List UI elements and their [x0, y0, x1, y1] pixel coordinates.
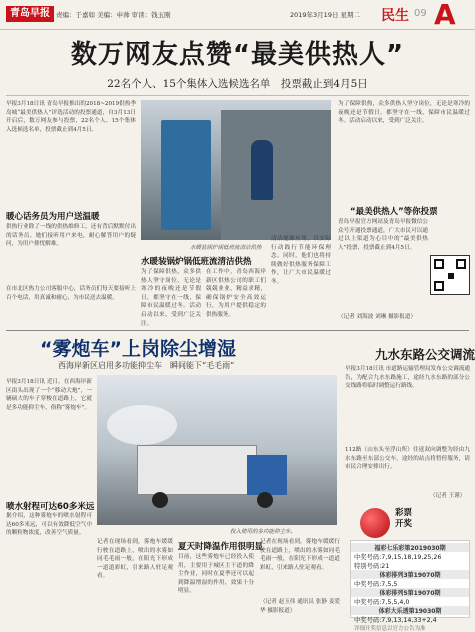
lottery-game-name: 体彩排列3第19070期 [351, 570, 469, 579]
lottery-numbers: 中奖号码:7,9,15,18,19,25,26 [354, 554, 442, 561]
lottery-numbers: 中奖号码:7,5,5,4,0 [354, 599, 410, 606]
lottery-results-panel [350, 540, 470, 632]
story1-subhead-1: 暖心话务员为用户送温暖 [6, 212, 100, 222]
page-number: 09 [414, 8, 427, 19]
story3-credit: （记者 王谨） [430, 493, 466, 499]
vote-subhead: “最美供热人”等你投票 [350, 207, 438, 217]
edition-letter: A [434, 0, 456, 31]
story2-headline: “雾炮车”上岗除尘增湿 [40, 338, 236, 360]
lottery-note: 详细开奖信息以官方公告为准 [354, 626, 426, 632]
lottery-title: 彩票开奖 [395, 508, 413, 529]
story2-subheadline: 西海岸新区启用多功能抑尘车 瞬间能下“毛毛雨” [58, 361, 235, 370]
story1-subhead-2: 水暖装锅炉锅低班流清洁供热 [141, 257, 252, 267]
photo2-caption: 投入使用的多功能抑尘车。 [230, 529, 297, 535]
story1-paragraph: 清洁能源应用，以实际行动践行节能环保理念。同时，他们也将持续做好供热服务保障工作，让广大市民温暖过冬。 [271, 236, 331, 285]
qr-code[interactable] [430, 255, 470, 295]
main-headline: 数万网友点赞“最美供热人” [70, 40, 405, 70]
fog-cannon-truck-photo [97, 375, 337, 525]
lottery-game-name: 体彩大乐透第19030期 [351, 606, 469, 615]
story2-intro: 早报3月18日讯 近日，在西海岸新区街头出现了一个“移动大炮”，一辆硕大的车子穿梭在道路上，它就是多功能抑尘车，俗称“雾炮车”。 [6, 379, 92, 411]
story1-right-paragraph: 为了保障供热，众多供热人坚守岗位，无论是寒冷的夜晚还是节假日，都坚守在一线，保障市民温暖过冬。活动启动以来，受到广泛关注。 [338, 101, 470, 125]
divider [6, 95, 469, 96]
lottery-game-name: 体彩排列5第19070期 [351, 588, 469, 597]
story1-paragraph: 在工作中，青岛西海岸新区供热公司的职工们兢兢业业，精益求精，确保锅炉安全高效运行，为用户提供稳定的供热服务。 [206, 269, 266, 318]
story3-paragraph: 112路（山东头至浮山所）往返双向调整为经由九水东路至东部公交车，途经的站点将暂停服务，请市民合理安排出行。 [345, 447, 470, 471]
boiler-photo [141, 100, 331, 240]
story2-subhead-1: 喷水射程可达60多米远 [6, 502, 95, 512]
vote-paragraph: 青岛早报官方网站及青岛早报微信公众号开通投票通道，广大市民可以通过以上渠道为心目中的“最美供热人”投票，投票截止到4月5日。 [338, 219, 428, 251]
story2-paragraph: 目前，这些雾炮车已经投入使用，主要用于城区主干道的降尘作业，同时在夏季还可以起到降温增湿的作用，效果十分明显。 [178, 554, 254, 595]
story2-subhead-2: 夏天时降温作用很明显 [178, 542, 264, 552]
story1-paragraph: 供热行业除了一线的供热维修工，还有背后默默付出的话务员。她们接听用户来电，耐心解答用户的疑问，为用户排忧解难。 [6, 224, 136, 248]
main-subheadline: 22名个人、15个集体入选候选名单 投票截止到4月5日 [107, 78, 368, 90]
issue-date: 2019年3月19日 星期二 [290, 11, 361, 19]
story2-paragraph: 记者在现场看到，雾炮车缓缓行驶在道路上，喷出的水雾如同毛毛雨一般，在阳光下形成一道道彩虹，引来路人驻足观看。 [97, 539, 173, 580]
lottery-special-number: 特别号码:21 [354, 563, 390, 570]
story2-credit: （记者 赵玉伟 通讯员 张静 姜爱华 摄影报道） [260, 599, 340, 614]
newspaper-logo: 青岛早报 [6, 6, 54, 22]
story2-paragraph: 据介绍，这种雾炮车的喷水射程可达60多米远，可以有效降低空气中的颗粒物浓度，改善空气质量。 [6, 513, 92, 537]
story1-credit: （记者 刘海波 刘琳 摄影报道） [338, 314, 417, 320]
lottery-ball-icon [360, 508, 390, 538]
story1-paragraph: 为了保障供热，众多供热人坚守岗位，无论是寒冷的夜晚还是节假日，都坚守在一线，保障市民温暖过冬。活动启动以来，受到广泛关注。 [141, 269, 201, 327]
divider [6, 330, 469, 331]
lottery-numbers: 中奖号码:7,9,13,14,33+2,4 [354, 617, 437, 624]
story2-paragraph: 记者在现场看到，雾炮车缓缓行驶在道路上，喷出的水雾如同毛毛雨一般，在阳光下形成一道道彩虹，引来路人驻足观看。 [260, 539, 340, 571]
lottery-game-name: 福彩七乐彩第2019030期 [351, 543, 469, 552]
section-name: 民生 [381, 8, 409, 24]
story1-paragraph: 在市北区热力公司客服中心，话务员们每天要接听上百个电话，用真诚和耐心，为市民送去温暖。 [6, 286, 136, 301]
story3-headline: 九水东路公交调流 [375, 347, 475, 362]
photo1-caption: 水暖装锅炉锅低班流清洁供热 [190, 245, 262, 251]
story3-paragraph: 早报3月18日讯 市道路运输管理局发布公交调流通告，为配合九水东路施工，途经九水东路的部分公交线路将临时调整运行路线。 [345, 366, 470, 390]
story1-intro: 早报3月18日讯 青岛早报推出的2018~2019供热季岛城“最美供热人”评选活动的投票通道，自3月13日开启后，数万网友参与投票，22名个人、15个集体入选候选名单，投票截止到4月5日。 [6, 101, 136, 133]
editor-credit: 责编：于嘉如 美编：申帅 审读：钱玉刚 [56, 11, 171, 19]
lottery-numbers: 中奖号码:7,5,5 [354, 581, 398, 588]
